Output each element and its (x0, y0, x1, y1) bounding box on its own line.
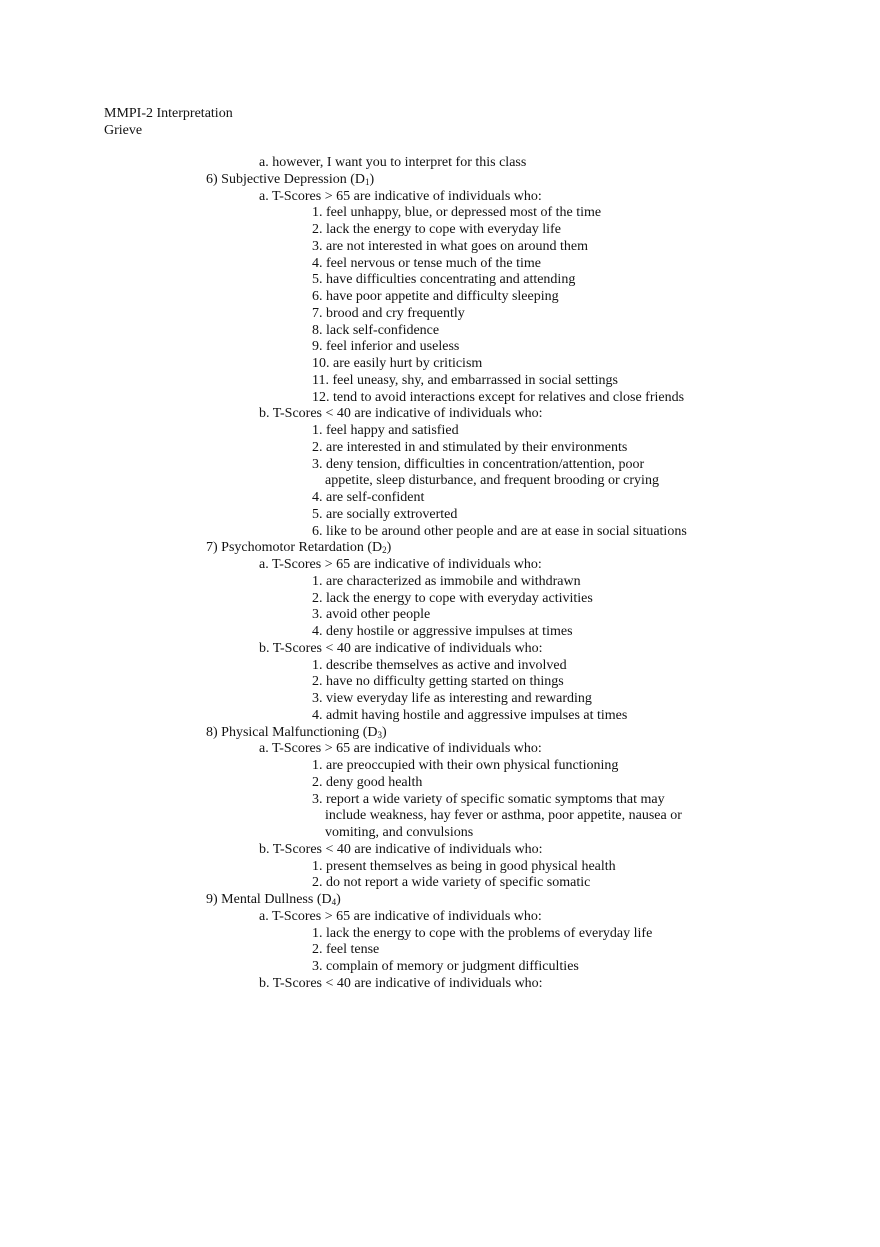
section-heading-mental-dullness (0, 892, 880, 909)
list-item: 2. feel tense (312, 942, 380, 958)
section-heading-physical-malfunctioning (0, 725, 880, 742)
list-item: 5. are socially extroverted (312, 506, 458, 522)
intro-note: a. however, I want you to interpret for this class (259, 155, 527, 170)
list-item: 3. view everyday life as interesting and rewarding (312, 691, 592, 706)
document-body (0, 155, 880, 993)
document-title: MMPI-2 Interpretation (104, 106, 233, 121)
heading-subscript: 1 (365, 176, 370, 187)
heading-subscript: 2 (382, 545, 387, 556)
heading-subscript: 4 (331, 897, 337, 907)
list-item: 2. have no difficulty getting started on things (312, 674, 564, 690)
list-item: 2. lack the energy to cope with everyday life (312, 222, 561, 237)
list-item-continuation: vomiting, and convulsions (325, 825, 474, 840)
heading-close: ) (381, 724, 387, 740)
list-item: 4. feel nervous or tense much of the time (312, 255, 541, 271)
high-score-label: a. T-Scores > 65 are indicative of individuals who: (259, 908, 542, 924)
list-item: 8. lack self-confidence (312, 322, 440, 338)
list-item: 1. lack the energy to cope with the problems of everyday life (312, 925, 653, 941)
heading-text: 8) Physical Malfunctioning (D (206, 724, 378, 740)
list-item-continuation: appetite, sleep disturbance, and frequent brooding or crying (325, 473, 659, 489)
list-item: 4. are self-confident (312, 490, 425, 505)
list-item: 3. complain of memory or judgment difficulties (312, 959, 579, 974)
list-item: 2. deny good health (312, 774, 423, 790)
list-item: 4. admit having hostile and aggressive impulses at times (312, 707, 628, 723)
low-score-label: b. T-Scores < 40 are indicative of individuals who: (259, 975, 543, 991)
list-item: 2. lack the energy to cope with everyday activities (312, 590, 593, 606)
high-score-label: a. T-Scores > 65 are indicative of individuals who: (259, 557, 542, 572)
list-item: 6. have poor appetite and difficulty sleeping (312, 289, 559, 304)
list-item: 3. report a wide variety of specific somatic symptoms that may (312, 791, 665, 807)
list-item: 3. are not interested in what goes on around them (312, 238, 589, 254)
list-item: 1. present themselves as being in good physical health (312, 858, 616, 874)
list-item-continuation: include weakness, hay fever or asthma, poor appetite, nausea or (325, 808, 682, 824)
heading-text: 9) Mental Dullness (D (206, 892, 332, 907)
list-item: 12. tend to avoid interactions except for relatives and close friends (312, 389, 685, 405)
list-item: 3. avoid other people (312, 607, 431, 623)
document-author: Grieve (104, 123, 143, 138)
high-score-label: a. T-Scores > 65 are indicative of individuals who: (259, 741, 542, 757)
heading-text: 7) Psychomotor Retardation (D (206, 540, 383, 556)
list-item: 1. are characterized as immobile and withdrawn (312, 573, 581, 589)
list-item: 1. feel unhappy, blue, or depressed most of the time (312, 205, 602, 221)
list-item: 3. deny tension, difficulties in concentration/attention, poor (312, 456, 645, 472)
low-score-label: b. T-Scores < 40 are indicative of individuals who: (259, 640, 543, 656)
list-item: 5. have difficulties concentrating and attending (312, 272, 576, 288)
list-item: 2. do not report a wide variety of specific somatic (312, 875, 591, 891)
list-item: 1. feel happy and satisfied (312, 423, 459, 438)
list-item: 10. are easily hurt by criticism (312, 356, 483, 371)
heading-text: 6) Subjective Depression (D (206, 171, 366, 187)
low-score-label: b. T-Scores < 40 are indicative of individuals who: (259, 406, 543, 422)
list-item: 1. are preoccupied with their own physical functioning (312, 758, 619, 773)
document-header (104, 105, 233, 139)
heading-close: ) (386, 540, 392, 556)
list-item: 11. feel uneasy, shy, and embarrassed in social settings (312, 372, 618, 388)
list-item: 4. deny hostile or aggressive impulses at times (312, 624, 573, 639)
list-item: 6. like to be around other people and are at ease in social situations (312, 523, 687, 539)
heading-close: ) (369, 171, 375, 187)
heading-subscript: 3 (377, 729, 382, 740)
section-heading-subjective-depression (0, 172, 880, 189)
high-score-label: a. T-Scores > 65 are indicative of individuals who: (259, 188, 542, 204)
list-item: 9. feel inferior and useless (312, 339, 460, 355)
heading-close: ) (336, 892, 341, 907)
list-item: 2. are interested in and stimulated by their environments (312, 439, 628, 455)
section-heading-psychomotor-retardation (0, 540, 880, 557)
list-item: 1. describe themselves as active and involved (312, 657, 567, 673)
list-item: 7. brood and cry frequently (312, 305, 465, 321)
low-score-label: b. T-Scores < 40 are indicative of individuals who: (259, 841, 543, 857)
